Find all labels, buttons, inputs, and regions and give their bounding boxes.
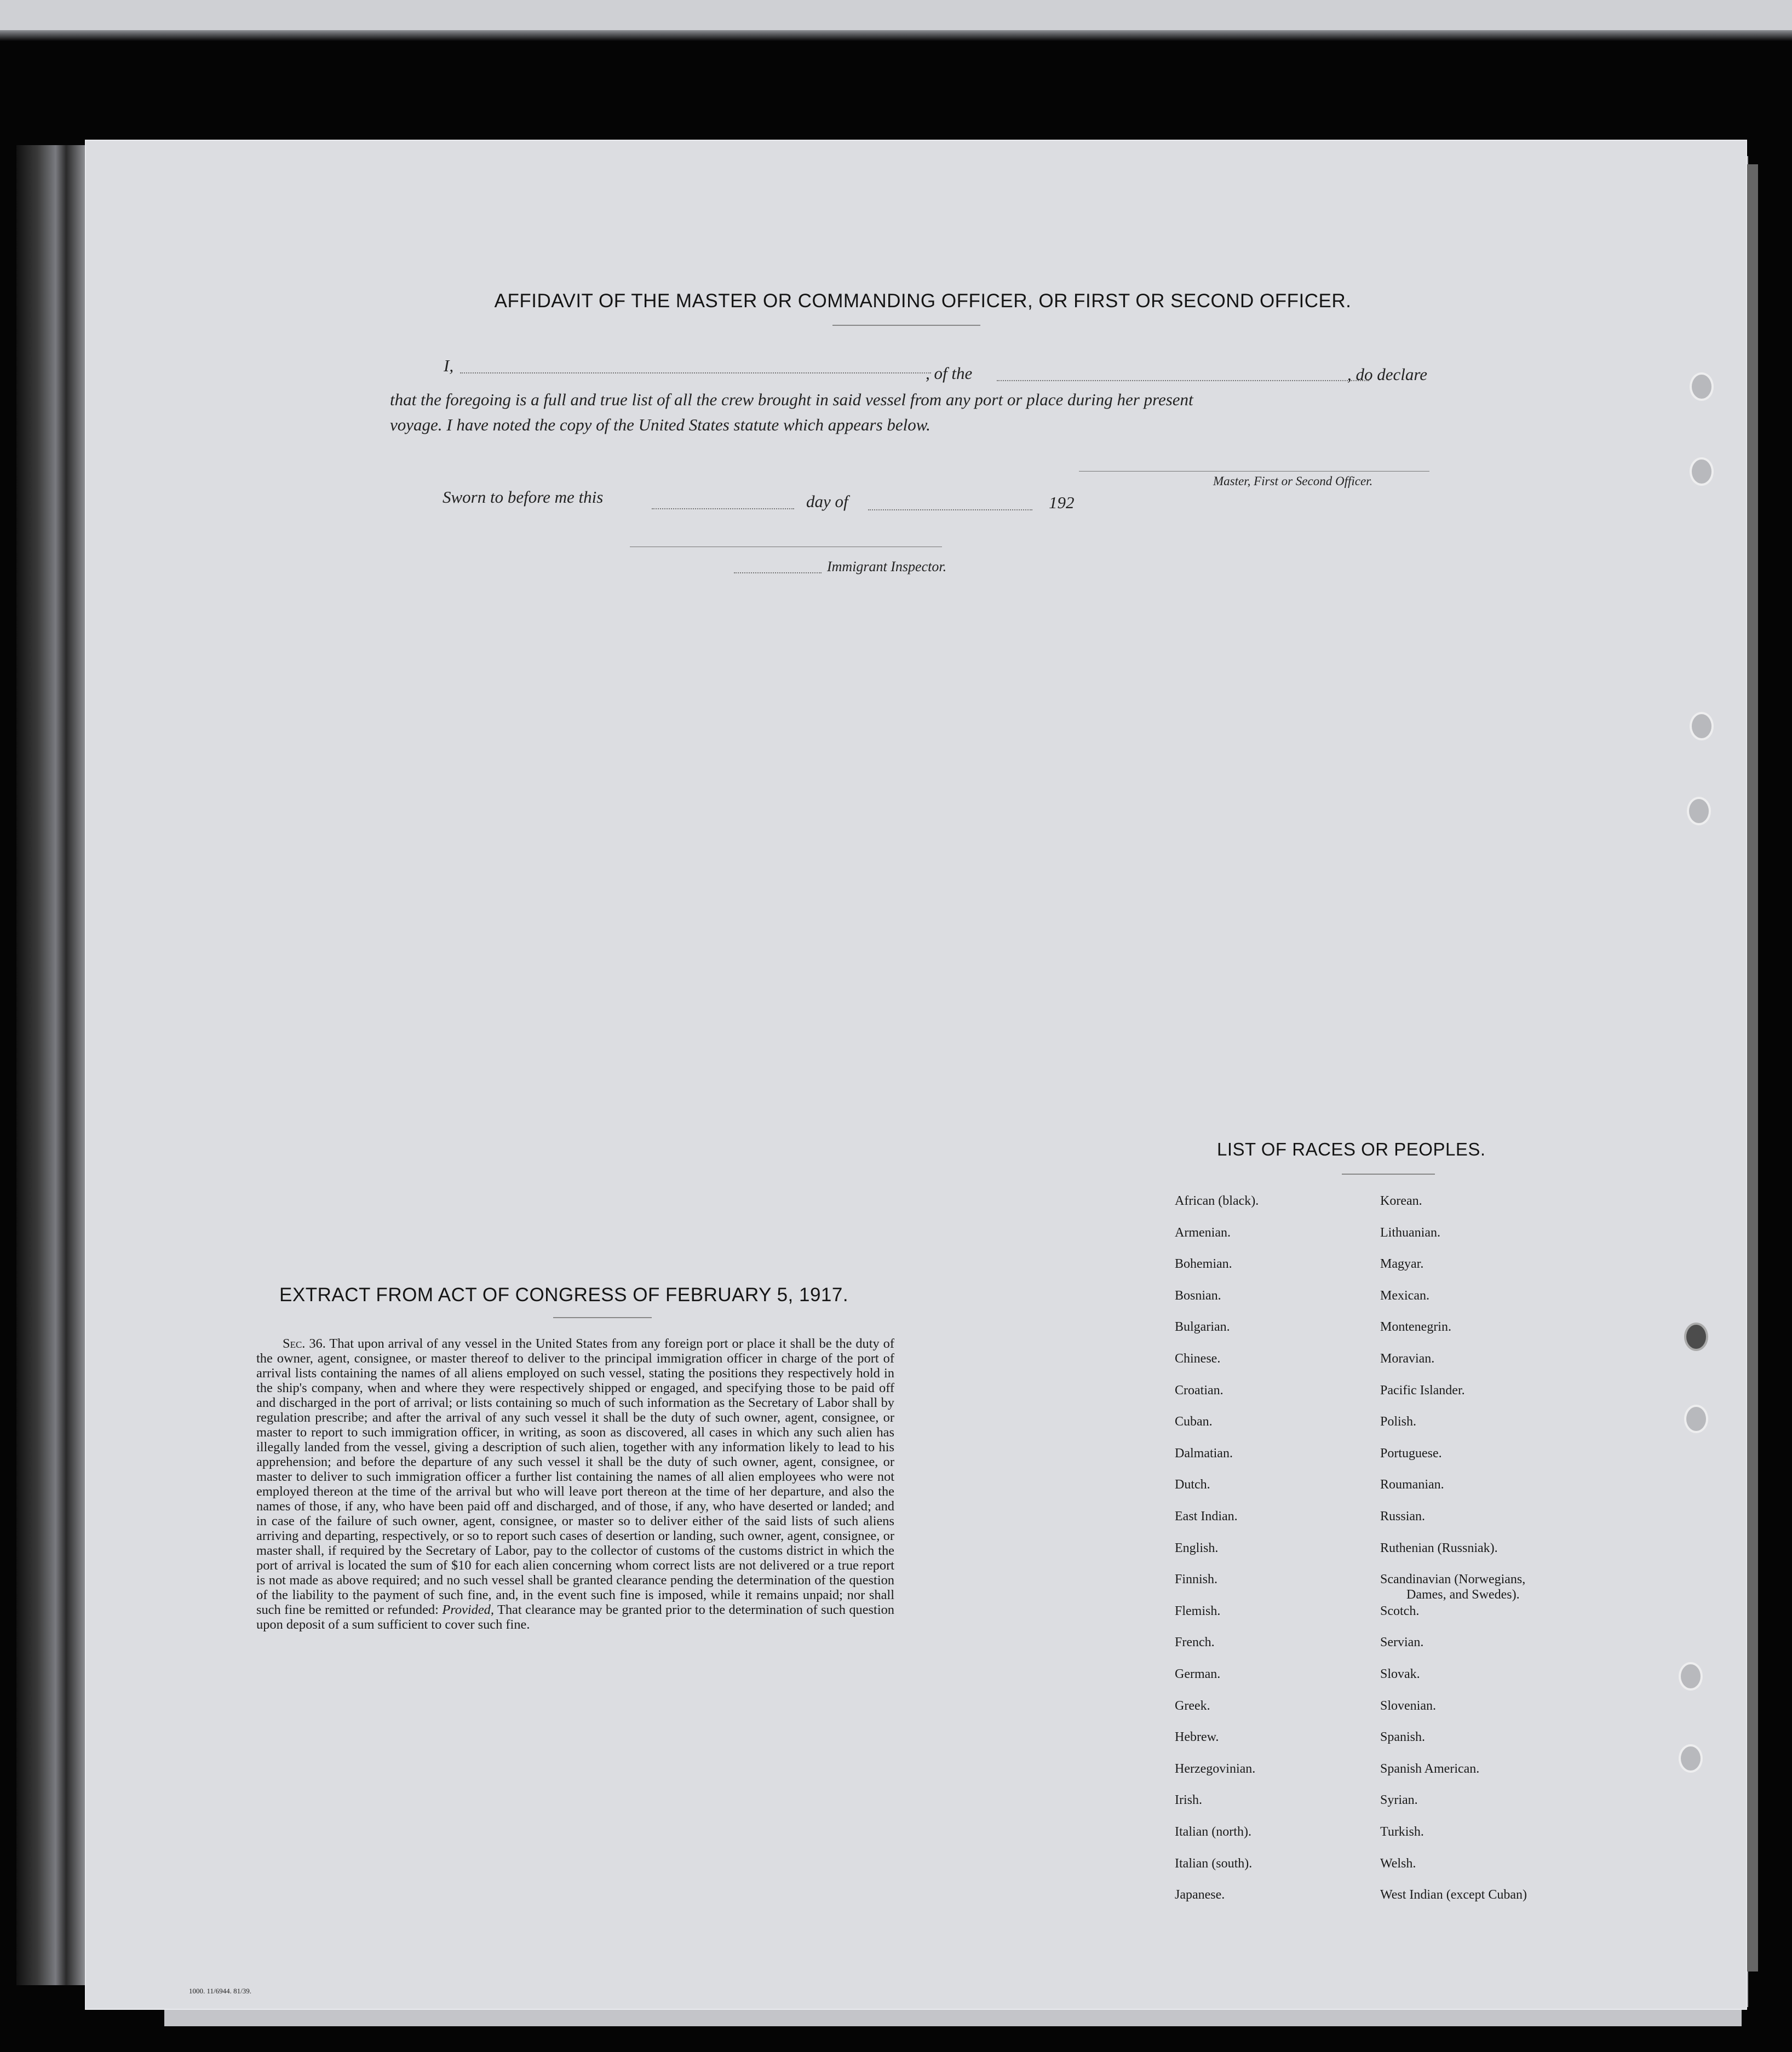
punch-hole-icon <box>1684 1323 1708 1351</box>
race-item: Croatian. <box>1175 1383 1224 1398</box>
race-item: Bohemian. <box>1175 1257 1232 1272</box>
race-item: Slovenian. <box>1380 1698 1436 1713</box>
day-of-text: day of <box>806 492 848 511</box>
race-item: Syrian. <box>1380 1793 1418 1808</box>
month-field-line[interactable] <box>868 509 1032 510</box>
race-item: Dames, and Swedes). <box>1406 1588 1520 1602</box>
race-item: Mexican. <box>1380 1288 1429 1303</box>
race-item: Bulgarian. <box>1175 1320 1230 1335</box>
affidavit-line-2: that the foregoing is a full and true list of all the crew brought in said vessel from any port or place during her present <box>390 390 1193 409</box>
punch-hole-icon <box>1690 712 1714 740</box>
punch-hole-icon <box>1684 1405 1708 1433</box>
race-item: Magyar. <box>1380 1257 1424 1272</box>
race-item: Spanish. <box>1380 1730 1426 1745</box>
race-item: French. <box>1175 1635 1215 1650</box>
race-item: Italian (south). <box>1175 1856 1253 1871</box>
race-item: Cuban. <box>1175 1415 1213 1429</box>
race-item: West Indian (except Cuban) <box>1380 1888 1527 1902</box>
races-title: LIST OF RACES OR PEOPLES. <box>1217 1139 1486 1159</box>
binder-spine <box>16 145 88 1985</box>
race-item: Moravian. <box>1380 1352 1435 1366</box>
affidavit-line-3: voyage. I have noted the copy of the United States statute which appears below. <box>390 415 931 434</box>
print-code: 1000. 11/6944. 81/39. <box>189 1987 251 1995</box>
race-item: Welsh. <box>1380 1856 1416 1871</box>
race-item: Turkish. <box>1380 1825 1424 1839</box>
scan-top-shadow <box>0 30 1792 41</box>
race-item: Polish. <box>1380 1415 1417 1429</box>
race-item: Japanese. <box>1175 1888 1225 1902</box>
affidavit-title: AFFIDAVIT OF THE MASTER OR COMMANDING OFFICER, OR FIRST OR SECOND OFFICER. <box>494 290 1352 312</box>
race-item: Dutch. <box>1175 1478 1210 1492</box>
race-item: English. <box>1175 1541 1219 1555</box>
punch-hole-icon <box>1687 797 1711 825</box>
signature-line[interactable] <box>1079 471 1429 472</box>
race-item: Irish. <box>1175 1793 1202 1808</box>
race-item: Korean. <box>1380 1194 1422 1208</box>
affidavit-do-declare: , do declare <box>1347 365 1428 384</box>
race-item: Montenegrin. <box>1380 1320 1451 1335</box>
race-item: Finnish. <box>1175 1572 1218 1587</box>
race-item: Ruthenian (Russniak). <box>1380 1541 1498 1555</box>
race-item: Slovak. <box>1380 1667 1420 1681</box>
title-underline <box>832 325 980 326</box>
punch-hole-icon <box>1690 372 1714 401</box>
punch-hole-icon <box>1690 457 1714 486</box>
inspector-label: Immigrant Inspector. <box>827 559 947 574</box>
section-number: Sec. 36. <box>283 1336 326 1351</box>
race-item: Flemish. <box>1175 1603 1221 1618</box>
punch-hole-icon <box>1679 1744 1703 1773</box>
race-item: Greek. <box>1175 1698 1210 1713</box>
race-item: East Indian. <box>1175 1509 1238 1524</box>
race-item: Spanish American. <box>1380 1761 1480 1776</box>
punch-hole-icon <box>1679 1662 1703 1691</box>
race-item: Herzegovinian. <box>1175 1761 1256 1776</box>
race-item: Russian. <box>1380 1509 1426 1524</box>
race-item: Roumanian. <box>1380 1478 1444 1492</box>
race-item: Chinese. <box>1175 1352 1221 1366</box>
race-item: Armenian. <box>1175 1225 1231 1240</box>
section-text: That upon arrival of any vessel in the United States from any foreign port or place it shall be the duty of the owner, agent, consignee, or master thereof to deliver to the principal immigration officer in charge of the port of arrival lists containing the names of all aliens employed on such vessel, stating the positions they respectively hold in the ship's company, when and where they were respectively shipped or engaged, and specifying those to be paid off and discharged in the port of arrival; or lists containing so much of such information as the Secretary of Labor shall by regulation prescribe; and after the arrival of any such vessel it shall be the duty of such owner, agent, consignee, or master to report to such immigration officer, in writing, as soon as discovered, all cases in which any such alien has illegally landed from the vessel, giving a description of such alien, together with any information likely to lead to his apprehension; and before the departure of any such vessel it shall be the duty of such owner, agent, consignee, or master to deliver to such immigration officer a further list containing the names of all alien employees who were not employed thereon at the time of the arrival but who will leave port thereon at the time of her departure, and also the names of those, if any, who have been paid off and discharged, and of those, if any, who have deserted or landed; and in case of the failure of such owner, agent, consignee, or master so to deliver either of the said lists of such aliens arriving and departing, respectively, or so to report such cases of desertion or landing, such owner, agent, consignee, or master shall, if required by the Secretary of Labor, pay to the collector of customs of the customs district in which the port of arrival is located the sum of $10 for each alien concerning whom correct lists are not delivered or a true report is not made as above required; and no such vessel shall be granted clearance pending the determination of the question of the liability to the payment of such fine, and, in the event such fine is imposed, while it remains unpaid; nor shall such fine be remitted or refunded: <box>256 1336 894 1617</box>
race-item: Servian. <box>1380 1635 1424 1650</box>
races-underline <box>1342 1174 1435 1175</box>
day-field-line[interactable] <box>652 508 794 509</box>
race-item: Portuguese. <box>1380 1446 1442 1461</box>
race-item: Lithuanian. <box>1380 1225 1440 1240</box>
extract-underline <box>553 1317 652 1318</box>
signer-label: Master, First or Second Officer. <box>1213 474 1373 488</box>
section-text-end: That clearance may be granted prior to the determination of such question upon deposit of a sum sufficient to cover such fine. <box>256 1602 894 1632</box>
race-item: Scandinavian (Norwegians, <box>1380 1572 1526 1587</box>
name-field-line[interactable] <box>460 372 931 373</box>
vessel-field-line[interactable] <box>997 380 1369 381</box>
race-item: Scotch. <box>1380 1603 1420 1618</box>
affidavit-i: I, <box>444 356 454 375</box>
extract-body <box>256 1336 894 1632</box>
race-item: Pacific Islander. <box>1380 1383 1465 1398</box>
race-item: German. <box>1175 1667 1221 1681</box>
race-item: Italian (north). <box>1175 1825 1251 1839</box>
affidavit-of-the: , of the <box>926 364 973 383</box>
inspector-line-short <box>734 572 822 573</box>
scan-top-band <box>0 0 1792 30</box>
year-text: 192 <box>1049 493 1075 512</box>
extract-title: EXTRACT FROM ACT OF CONGRESS OF FEBRUARY 5, 1917. <box>279 1284 849 1306</box>
race-item: Hebrew. <box>1175 1730 1219 1745</box>
sworn-text: Sworn to before me this <box>443 487 604 507</box>
race-item: African (black). <box>1175 1194 1259 1208</box>
race-item: Bosnian. <box>1175 1288 1221 1303</box>
race-item: Dalmatian. <box>1175 1446 1233 1461</box>
provided-text: Provided, <box>442 1602 494 1617</box>
